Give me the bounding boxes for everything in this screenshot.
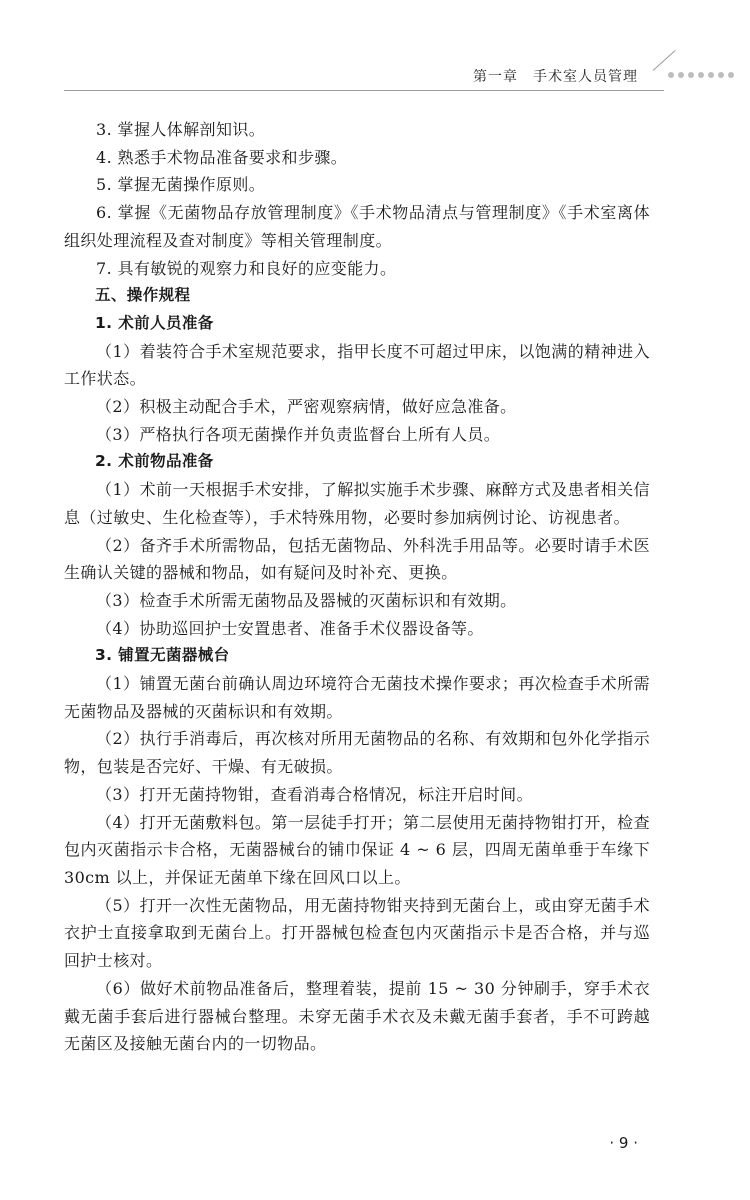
header-dot [668, 72, 674, 78]
section-heading: 2. 术前物品准备 [95, 452, 214, 471]
paragraph: （2）备齐手术所需物品，包括无菌物品、外科洗手用品等。必要时请手术医生确认关键的器械和物品，如有疑问及时补充、更换。 [64, 535, 650, 583]
page-header [0, 0, 750, 92]
paragraph: （2）积极主动配合手术，严密观察病情，做好应急准备。 [96, 397, 517, 417]
header-dot [698, 72, 704, 78]
page-number: · 9 · [609, 1134, 638, 1152]
paragraph: 5. 掌握无菌操作原则。 [96, 175, 266, 195]
header-rule [64, 90, 664, 91]
paragraph: 7. 具有敏锐的观察力和良好的应变能力。 [96, 258, 397, 278]
header-dot [688, 72, 694, 78]
paragraph: （3）打开无菌持物钳，查看消毒合格情况，标注开启时间。 [96, 784, 533, 804]
body-text [64, 116, 650, 1058]
section-heading: 五、操作规程 [95, 286, 191, 305]
header-dot [728, 72, 734, 78]
paragraph: （1）术前一天根据手术安排，了解拟实施手术步骤、麻醉方式及患者相关信息（过敏史、生化检查等），手术特殊用物，必要时参加病例讨论、访视患者。 [64, 480, 650, 527]
header-dot [708, 72, 714, 78]
paragraph: （1）铺置无菌台前确认周边环境符合无菌技术操作要求；再次检查手术所需无菌物品及器械的灭菌标识和有效期。 [64, 674, 650, 721]
paragraph: （1）着装符合手术室规范要求，指甲长度不可超过甲床，以饱满的精神进入工作状态。 [64, 341, 650, 389]
paragraph: （5）打开一次性无菌物品，用无菌持物钳夹持到无菌台上，或由穿无菌手术衣护士直接拿取到无菌台上。打开器械包检查包内灭菌指示卡是否合格，并与巡回护士核对。 [64, 895, 650, 971]
header-dots [668, 72, 734, 78]
header-dot [718, 72, 724, 78]
section-heading: 1. 术前人员准备 [95, 313, 214, 332]
header-dot [678, 72, 684, 78]
paragraph: （3）严格执行各项无菌操作并负责监督台上所有人员。 [96, 424, 501, 444]
section-heading: 3. 铺置无菌器械台 [95, 646, 230, 665]
paragraph: （3）检查手术所需无菌物品及器械的灭菌标识和有效期。 [96, 590, 517, 610]
paragraph: 4. 熟悉手术物品准备要求和步骤。 [96, 147, 348, 167]
header-rule-slash [653, 50, 676, 71]
paragraph: 3. 掌握人体解剖知识。 [96, 120, 266, 139]
paragraph: （4）协助巡回护士安置患者、准备手术仪器设备等。 [96, 618, 484, 638]
paragraph: （4）打开无菌敷料包。第一层徒手打开；第二层使用无菌持物钳打开，检查包内灭菌指示卡合格，无菌器械台的铺巾保证 4 ~ 6 层，四周无菌单垂于车缘下 30cm 以上，并保证无菌单下缘在回风口以上。 [64, 812, 650, 887]
paragraph: （2）执行手消毒后，再次核对所用无菌物品的名称、有效期和包外化学指示物，包装是否完好、干燥、有无破损。 [64, 729, 650, 777]
chapter-title: 第一章 手术室人员管理 [473, 69, 638, 85]
paragraph: （6）做好术前物品准备后，整理着装，提前 15 ~ 30 分钟刷手，穿手术衣戴无菌手套后进行器械台整理。未穿无菌手术衣及未戴无菌手套者，手不可跨越无菌区及接触无菌台内的一切物品。 [64, 978, 650, 1054]
paragraph: 6. 掌握《无菌物品存放管理制度》《手术物品清点与管理制度》《手术室离体组织处理流程及查对制度》等相关管理制度。 [64, 203, 650, 250]
